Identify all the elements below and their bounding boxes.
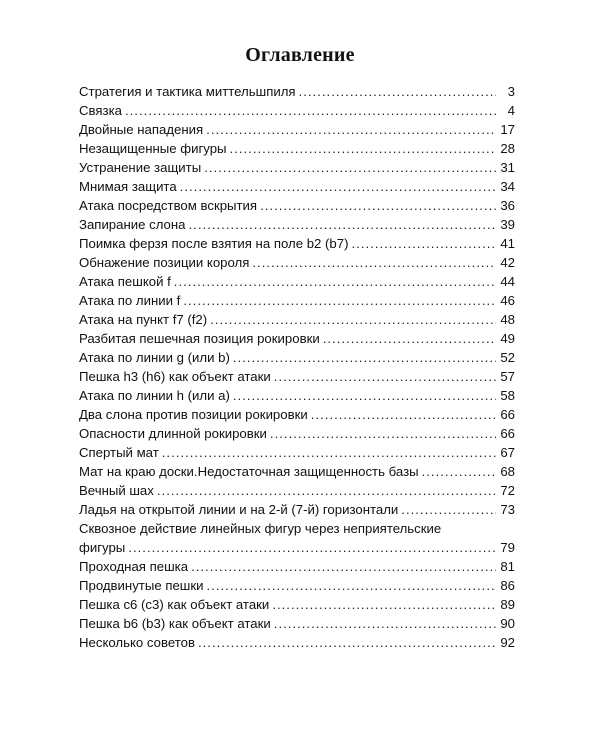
toc-entry-title: Атака посредством вскрытия — [79, 198, 258, 213]
leader-dots — [204, 158, 496, 177]
toc-entry-page: 86 — [500, 578, 515, 593]
toc-entry-title: Стратегия и тактика миттельшпиля — [79, 84, 296, 99]
toc-entry[interactable] — [79, 329, 515, 348]
toc-entry[interactable] — [79, 405, 515, 424]
toc-entry-page: 57 — [500, 369, 515, 384]
toc-entry-page: 4 — [507, 103, 515, 118]
leader-dots — [189, 215, 496, 234]
toc-entry-page: 41 — [500, 236, 515, 251]
toc-entry-title: Мнимая защита — [79, 179, 177, 194]
toc-entry-page: 67 — [500, 445, 515, 460]
toc-entry[interactable] — [79, 519, 515, 557]
toc-entry-page: 48 — [500, 312, 515, 327]
toc-entry-title: Разбитая пешечная позиция рокировки — [79, 331, 320, 346]
toc-entry-page: 90 — [500, 616, 515, 631]
toc-entry-page: 89 — [500, 597, 515, 612]
toc-entry-title: Продвинутые пешки — [79, 578, 204, 593]
toc-entry-page: 44 — [500, 274, 515, 289]
toc-entry-title: Пешка c6 (c3) как объект атаки — [79, 597, 270, 612]
toc-entry-title: Опасности длинной рокировки — [79, 426, 267, 441]
leader-dots — [299, 82, 496, 101]
toc-entry[interactable] — [79, 101, 515, 120]
leader-dots — [125, 101, 496, 120]
toc-entry[interactable] — [79, 424, 515, 443]
toc-entry-page: 34 — [500, 179, 515, 194]
leader-dots — [422, 462, 496, 481]
leader-dots — [174, 272, 496, 291]
leader-dots — [233, 348, 496, 367]
leader-dots — [191, 557, 496, 576]
toc-entry-title: Вечный шах — [79, 483, 154, 498]
toc-entry-page: 36 — [500, 198, 515, 213]
toc-entry-page: 42 — [500, 255, 515, 270]
toc-entry-page: 79 — [500, 540, 515, 555]
leader-dots — [252, 253, 496, 272]
toc-entry-title: Два слона против позиции рокировки — [79, 407, 308, 422]
toc-entry-page: 73 — [500, 502, 515, 517]
toc-entry-title: Запирание слона — [79, 217, 186, 232]
toc-entry[interactable] — [79, 367, 515, 386]
leader-dots — [401, 500, 496, 519]
toc-entry[interactable] — [79, 272, 515, 291]
toc-entry[interactable] — [79, 614, 515, 633]
toc-entry-title: Атака пешкой f — [79, 274, 171, 289]
toc-entry-title: Поимка ферзя после взятия на поле b2 (b7) — [79, 236, 349, 251]
toc-entry[interactable] — [79, 139, 515, 158]
toc-entry-title: Мат на краю доски.Недостаточная защищенность базы — [79, 464, 419, 479]
leader-dots — [206, 120, 496, 139]
toc-entry-title: Устранение защиты — [79, 160, 202, 175]
toc-entry[interactable] — [79, 557, 515, 576]
toc-entry[interactable] — [79, 291, 515, 310]
toc-entry[interactable] — [79, 120, 515, 139]
toc-entry-page: 72 — [500, 483, 515, 498]
leader-dots — [323, 329, 496, 348]
leader-dots — [157, 481, 496, 500]
toc-entry-page: 31 — [500, 160, 515, 175]
toc-entry-page: 81 — [500, 559, 515, 574]
toc-entry-page: 46 — [500, 293, 515, 308]
toc-entry[interactable] — [79, 500, 515, 519]
toc-entry-page: 68 — [500, 464, 515, 479]
leader-dots — [207, 576, 496, 595]
toc-entry-page: 92 — [500, 635, 515, 650]
toc-entry[interactable] — [79, 481, 515, 500]
toc-entry-page: 49 — [500, 331, 515, 346]
leader-dots — [128, 538, 496, 557]
leader-dots — [162, 443, 496, 462]
toc-entry-title: Связка — [79, 103, 122, 118]
toc-entry-title: Проходная пешка — [79, 559, 189, 574]
toc-entry-page: 58 — [500, 388, 515, 403]
toc-entry-title: Пешка h3 (h6) как объект атаки — [79, 369, 271, 384]
toc-entry[interactable] — [79, 158, 515, 177]
toc-entry[interactable] — [79, 234, 515, 253]
leader-dots — [274, 614, 496, 633]
leader-dots — [210, 310, 496, 329]
toc-entry[interactable] — [79, 310, 515, 329]
toc-entry-page: 52 — [500, 350, 515, 365]
toc-entry[interactable] — [79, 386, 515, 405]
toc-entry-title: Обнажение позиции короля — [79, 255, 250, 270]
toc-entry[interactable] — [79, 595, 515, 614]
toc-entry[interactable] — [79, 576, 515, 595]
toc-entry[interactable] — [79, 633, 515, 652]
toc-entry-page: 39 — [500, 217, 515, 232]
toc-list — [79, 82, 515, 652]
leader-dots — [274, 367, 496, 386]
toc-entry-page: 17 — [500, 122, 515, 137]
leader-dots — [180, 177, 496, 196]
leader-dots — [270, 424, 496, 443]
toc-entry-title: Двойные нападения — [79, 122, 204, 137]
toc-entry-page: 28 — [500, 141, 515, 156]
toc-entry-title: Спертый мат — [79, 445, 159, 460]
leader-dots — [352, 234, 497, 253]
toc-entry-title: Атака по линии g (или b) — [79, 350, 230, 365]
leader-dots — [198, 633, 496, 652]
leader-dots — [230, 139, 496, 158]
leader-dots — [233, 386, 496, 405]
toc-entry-page: 66 — [500, 407, 515, 422]
toc-entry-title: Атака на пункт f7 (f2) — [79, 312, 208, 327]
toc-entry[interactable] — [79, 196, 515, 215]
toc-entry[interactable] — [79, 462, 515, 481]
toc-entry-page: 66 — [500, 426, 515, 441]
leader-dots — [311, 405, 496, 424]
page-title: Оглавление — [245, 44, 355, 66]
toc-entry-title: Незащищенные фигуры — [79, 141, 227, 156]
leader-dots — [183, 291, 496, 310]
toc-entry[interactable] — [79, 253, 515, 272]
toc-entry-title: Атака по линии f — [79, 293, 181, 308]
toc-entry-title: Несколько советов — [79, 635, 195, 650]
toc-entry-title: Пешка b6 (b3) как объект атаки — [79, 616, 271, 631]
toc-entry[interactable] — [79, 348, 515, 367]
toc-entry-title: Ладья на открытой линии и на 2-й (7-й) горизонтали — [79, 502, 399, 517]
toc-entry[interactable] — [79, 177, 515, 196]
toc-entry-title: Атака по линии h (или a) — [79, 388, 230, 403]
leader-dots — [260, 196, 496, 215]
toc-entry-title: Сквозное действие линейных фигур через неприятельские — [79, 521, 442, 536]
toc-entry[interactable] — [79, 82, 515, 101]
toc-entry[interactable] — [79, 215, 515, 234]
toc-entry[interactable] — [79, 443, 515, 462]
toc-entry-page: 3 — [507, 84, 515, 99]
toc-entry-title-continued: фигуры — [79, 540, 126, 555]
leader-dots — [272, 595, 496, 614]
